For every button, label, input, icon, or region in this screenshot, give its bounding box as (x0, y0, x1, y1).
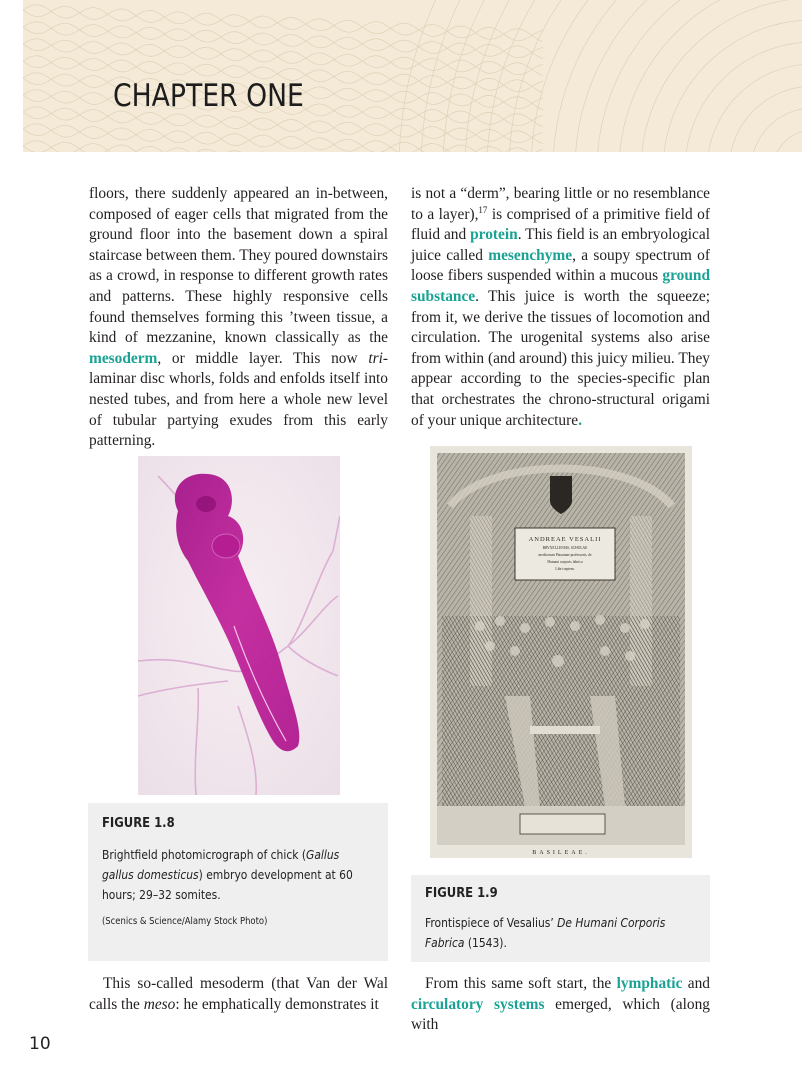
figure-caption-text (102, 845, 366, 905)
glossary-term-protein[interactable]: protein (470, 226, 518, 244)
glossary-term-mesenchyme[interactable]: mesenchyme (488, 246, 573, 264)
text-run: This so-called mesoderm (that Van der Wal calls the (89, 975, 388, 1013)
body-text-bottom-right (411, 974, 710, 1036)
text-run: . This juice is worth the squeeze; from it, we derive the tissues of locomotion and circulation. The urogenital systems also arise from within (and around) this juicy milieu. They appear according to the species-specific plan that orchestrates the chrono-structural origami of your unique architecture (411, 287, 710, 429)
text-run: Frontispiece of Vesalius’ (425, 916, 558, 930)
text-run: and (682, 975, 710, 992)
italic-text: meso (143, 995, 176, 1013)
body-text-bottom-left (89, 974, 388, 1015)
svg-text:Libri septem.: Libri septem. (555, 567, 575, 571)
figure-1-9-image (430, 446, 692, 858)
figure-1-8-image (138, 456, 340, 795)
chapter-header-band (23, 0, 802, 152)
figure-1-9-caption (411, 875, 710, 962)
text-run: Brightfield photomicrograph of chick ( (102, 848, 307, 862)
svg-text:BASILEAE.: BASILEAE. (532, 850, 590, 856)
text-run: . This field is an embryological juice called (411, 226, 710, 264)
italic-text: De Humani Corporis Fabrica (425, 916, 666, 950)
text-run: -laminar disc whorls, folds and enfolds itself into nested tubes, and from here a whole new level of tubular partying exudes from this early patterning. (89, 349, 388, 450)
chapter-title: CHAPTER ONE (113, 78, 304, 114)
glossary-term-lymphatic[interactable]: lymphatic (616, 975, 683, 992)
figure-label: FIGURE 1.8 (102, 816, 175, 831)
paragraph (411, 184, 710, 431)
text-run: emerged, which (along with (411, 995, 710, 1034)
body-text-right-column (411, 184, 710, 431)
glossary-term-circulatory-systems[interactable]: circulatory systems (411, 995, 545, 1013)
figure-caption-text (425, 913, 689, 953)
figure-label: FIGURE 1.9 (425, 886, 498, 901)
glossary-term-ground-substance[interactable]: ground substance (411, 267, 710, 305)
glossary-term-mesoderm[interactable]: mesoderm (89, 349, 158, 367)
text-run: floors, there suddenly appeared an in-between, composed of eager cells that migrated from the ground floor into the basement down a spiral staircase between them. They poured downstairs as a crowd, in response to different growth rates and patterns. These highly responsive cells found themselves forming this ’tween tissue, a kind of mezzanine, known classically as the (89, 185, 388, 347)
svg-text:Humani corporis fabrica: Humani corporis fabrica (547, 560, 583, 564)
svg-text:BRVXELLENSIS, SCHOLAE: BRVXELLENSIS, SCHOLAE (542, 546, 588, 550)
text-run: , or middle layer. This now (157, 349, 369, 367)
text-run: ) embryo development at 60 hours; 29–32 somites. (102, 868, 353, 902)
chick-embryo-image-icon (138, 456, 340, 795)
page-number: 10 (29, 1034, 51, 1054)
paragraph (89, 974, 388, 1015)
italic-text: tri (368, 349, 383, 367)
text-run: . (578, 411, 582, 429)
figure-1-8-caption (88, 803, 388, 961)
text-run: , a soupy spectrum of loose fibers suspended within a mucous (411, 246, 710, 285)
svg-text:medicorum Patauinae professori: medicorum Patauinae professoris, de (538, 553, 592, 557)
text-run: From this same soft start, the (425, 975, 617, 992)
text-run: is comprised of a primitive field of fluid and (411, 205, 710, 244)
text-run: : he emphatically demonstrates it (175, 995, 379, 1013)
paragraph (411, 974, 710, 1036)
svg-text:ANDREAE VESALII: ANDREAE VESALII (528, 536, 602, 543)
body-text-left-column (89, 184, 388, 452)
figure-credit: (Scenics & Science/Alamy Stock Photo) (102, 916, 268, 927)
vesalius-frontispiece-image-icon (430, 446, 692, 858)
text-run: is not a “derm”, bearing little or no resemblance to a layer), (411, 185, 710, 223)
footnote-reference[interactable]: 17 (478, 204, 488, 215)
italic-text: Gallus gallus domesticus (102, 848, 340, 882)
text-run: (1543). (464, 936, 507, 950)
paragraph (89, 184, 388, 452)
guilloche-pattern-icon (23, 0, 802, 152)
